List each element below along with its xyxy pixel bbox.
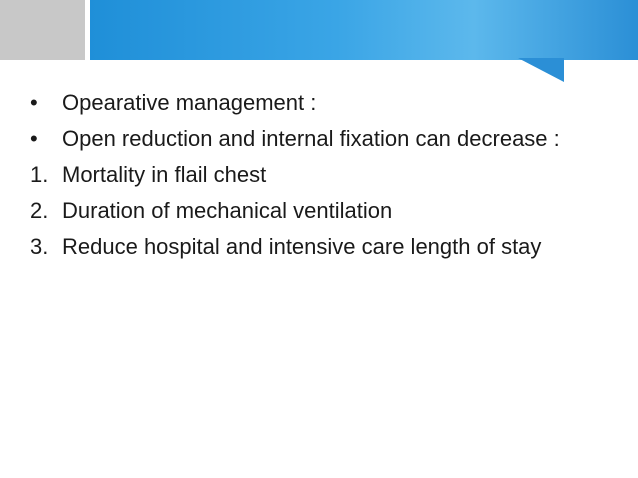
numbered-item xyxy=(30,232,600,262)
slide-body xyxy=(30,88,600,268)
bullet-text: Opearative management : xyxy=(62,90,317,115)
numbered-text: Reduce hospital and intensive care length of stay xyxy=(62,234,542,259)
numbered-text: Duration of mechanical ventilation xyxy=(62,198,393,223)
bullet-item xyxy=(30,124,600,154)
bullet-marker: • xyxy=(30,126,38,151)
header-blue-bar xyxy=(90,0,638,60)
numbered-item xyxy=(30,196,600,226)
header-gray-block xyxy=(0,0,85,60)
number-marker: 1. xyxy=(30,162,49,187)
number-marker: 2. xyxy=(30,198,49,223)
bullet-item xyxy=(30,88,600,118)
bullet-text: Open reduction and internal fixation can decrease : xyxy=(62,126,560,151)
numbered-item xyxy=(30,160,600,190)
bullet-marker: • xyxy=(30,90,38,115)
header-tab-shape xyxy=(518,58,564,82)
numbered-text: Mortality in flail chest xyxy=(62,162,267,187)
number-marker: 3. xyxy=(30,234,49,259)
